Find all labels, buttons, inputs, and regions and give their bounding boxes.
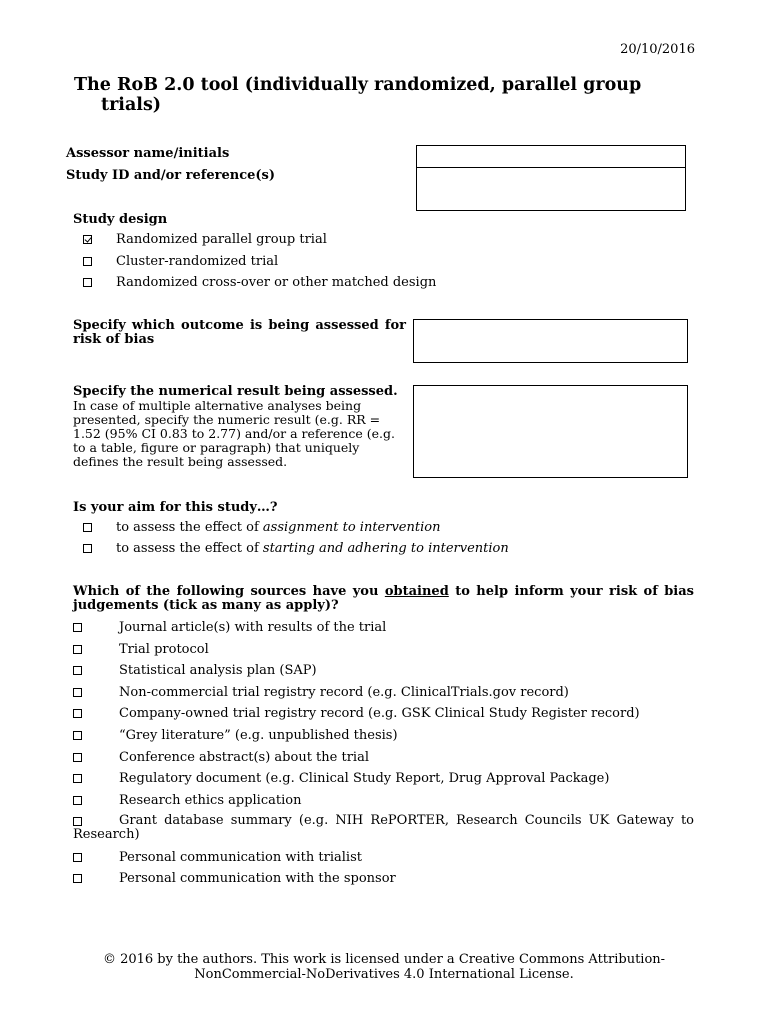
outcome-field[interactable] — [413, 319, 688, 363]
title-line-1: The RoB 2.0 tool (individually randomized, parallel group — [74, 75, 642, 95]
checkbox-icon[interactable] — [83, 523, 92, 532]
checkbox-icon[interactable] — [73, 774, 82, 783]
study-design-label: Study design — [73, 212, 168, 227]
assessor-label: Assessor name/initials — [66, 146, 230, 161]
numerical-result-line-1: In case of multiple alternative analyses being — [73, 398, 362, 413]
checkbox-icon[interactable] — [73, 645, 82, 654]
checkbox-icon[interactable] — [83, 257, 92, 266]
page-title — [74, 75, 684, 115]
checkbox-icon[interactable] — [73, 753, 82, 762]
numerical-result-section — [73, 385, 408, 469]
title-line-2: trials) — [101, 95, 162, 115]
license-line-1: © 2016 by the authors. This work is licensed under a Creative Commons Attribution- — [102, 952, 666, 967]
study-id-field[interactable] — [416, 167, 686, 211]
numerical-result-label: Specify the numerical result being assessed. — [73, 384, 398, 399]
assessor-field[interactable] — [416, 145, 686, 168]
checkbox-icon[interactable] — [83, 278, 92, 287]
numerical-result-line-4: to a table, figure or paragraph) that uniquely — [73, 440, 360, 455]
numerical-result-field[interactable] — [413, 385, 688, 478]
checkbox-icon[interactable] — [73, 666, 82, 675]
checkbox-icon[interactable] — [73, 817, 82, 826]
license-line-2: NonCommercial-NoDerivatives 4.0 International License. — [194, 967, 574, 982]
checkbox-icon[interactable] — [73, 623, 82, 632]
sources-question: Which of the following sources have you obtained to help inform your risk of bias judgements (tick as many as apply)? — [73, 584, 694, 613]
checkbox-icon[interactable] — [73, 853, 82, 862]
aim-label: Is your aim for this study…? — [73, 500, 278, 515]
numerical-result-line-5: defines the result being assessed. — [73, 454, 288, 469]
checkbox-icon[interactable] — [83, 544, 92, 553]
checkbox-icon[interactable] — [73, 731, 82, 740]
numerical-result-line-2: presented, specify the numeric result (e.g. RR = — [73, 412, 381, 427]
source-item[interactable]: Grant database summary (e.g. NIH RePORTER, Research Councils UK Gateway to Research) — [73, 813, 694, 842]
license-footer — [0, 952, 768, 982]
checkbox-checked-icon[interactable] — [83, 235, 92, 244]
study-id-label: Study ID and/or reference(s) — [66, 168, 276, 183]
outcome-label: Specify which outcome is being assessed for risk of bias — [73, 318, 406, 347]
checkbox-icon[interactable] — [73, 874, 82, 883]
numerical-result-line-3: 1.52 (95% CI 0.83 to 2.77) and/or a reference (e.g. — [73, 426, 395, 441]
checkbox-icon[interactable] — [73, 688, 82, 697]
checkbox-icon[interactable] — [73, 796, 82, 805]
checkbox-icon[interactable] — [73, 709, 82, 718]
document-date: 20/10/2016 — [620, 42, 695, 57]
